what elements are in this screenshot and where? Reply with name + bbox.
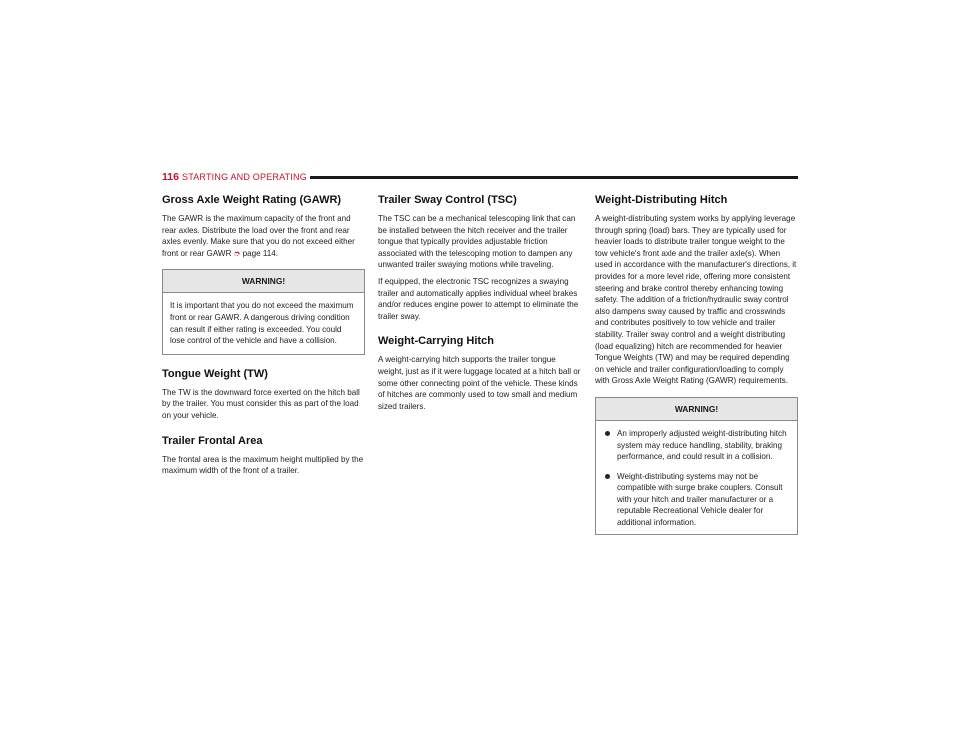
column-right: [595, 193, 798, 543]
paragraph-trailer-frontal-area: The frontal area is the maximum height multiplied by the maximum width of the front of a trailer.: [162, 454, 364, 476]
bullet-icon: [605, 474, 610, 479]
paragraph-weight-carrying-hitch: A weight-carrying hitch supports the trailer tongue weight, just as if it were luggage located at a hitch ball or some other connecting point of the vehicle. These kinds of hitches are commonly used to tow small and medium sized trailers.: [378, 355, 581, 411]
paragraph-tsc-2: If equipped, the electronic TSC recognizes a swaying trailer and automatically applies individual wheel brakes and/or reduces engine power to attempt to eliminate the trailer sway.: [378, 276, 579, 321]
column-middle: [378, 193, 581, 417]
heading-tsc: Trailer Sway Control (TSC): [378, 194, 517, 206]
warning-title: WARNING!: [596, 398, 797, 421]
paragraph-weight-distributing-hitch: A weight-distributing system works by applying leverage through spring (load) bars. They are typically used for heavier loads to distribute trailer tongue weight to the tow vehicle's front axle and the trailer axle(s). When used in accordance with the manufacturer's directions, it provides for a more level ride, offering more consistent steering and brake control thereby enhancing towing safety. The addition of a friction/hydraulic sway control also dampens sway caused by traffic and crosswinds and contributes positively to tow vehicle and trailer stability. Trailer sway control and a weight distributing (load equalizing) hitch are recommended for heavier Tongue Weights (TW) and may be required depending on vehicle and trailer configuration/loading to comply with Gross Axle Weight Rating (GAWR) requirements.: [595, 214, 797, 386]
warning-bullet-item: [603, 428, 790, 463]
heading-weight-carrying-hitch: Weight-Carrying Hitch: [378, 335, 494, 348]
paragraph-gawr: [162, 213, 365, 259]
section-title: STARTING AND OPERATING: [182, 172, 307, 182]
warning-bullet-text: An improperly adjusted weight-distributing hitch system may reduce handling, stability, braking performance, and could result in a collision.: [617, 428, 787, 462]
heading-tongue-weight: Tongue Weight (TW): [162, 367, 268, 380]
paragraph-tsc-1: The TSC can be a mechanical telescoping link that can be installed between the hitch receiver and the trailer tongue that typically provides adjustable friction associated with the telescoping motion to dampen any unwanted trailer swaying motions while traveling.: [378, 214, 576, 270]
warning-body: [596, 421, 797, 534]
heading-trailer-frontal-area: Trailer Frontal Area: [162, 434, 263, 447]
warning-text: It is important that you do not exceed the maximum front or rear GAWR. A dangerous driving condition can result if either rating is exceeded. You could lose control of the vehicle and have a collision.: [170, 301, 354, 346]
heading-weight-distributing-hitch: Weight-Distributing Hitch: [595, 194, 728, 206]
header-rule: [310, 176, 798, 179]
warning-title: WARNING!: [163, 270, 364, 293]
warning-body: [163, 293, 364, 353]
warning-box: [595, 397, 798, 535]
page-number: 116: [162, 171, 179, 183]
column-left: [162, 193, 365, 482]
warning-box: [162, 269, 365, 354]
page-header: [162, 170, 798, 184]
gawr-page-ref[interactable]: page 114.: [240, 248, 279, 258]
heading-gawr: Gross Axle Weight Rating (GAWR): [162, 194, 342, 206]
page-reference-arrow-icon[interactable]: ➮: [233, 248, 241, 258]
bullet-icon: [605, 431, 610, 436]
gawr-text: The GAWR is the maximum capacity of the front and rear axles. Distribute the load over the front and rear axles evenly. Make sure that you do not exceed either front or rear GAWR: [162, 214, 355, 258]
warning-bullet-text: Weight-distributing systems may not be compatible with surge brake couplers. Consult with your hitch and trailer manufacturer or a reputable Recreational Vehicle dealer for additional information.: [617, 471, 783, 528]
paragraph-tongue-weight: The TW is the downward force exerted on the hitch ball by the trailer. You must consider this as part of the load on your vehicle.: [162, 387, 360, 420]
warning-bullet-item: [603, 471, 790, 529]
